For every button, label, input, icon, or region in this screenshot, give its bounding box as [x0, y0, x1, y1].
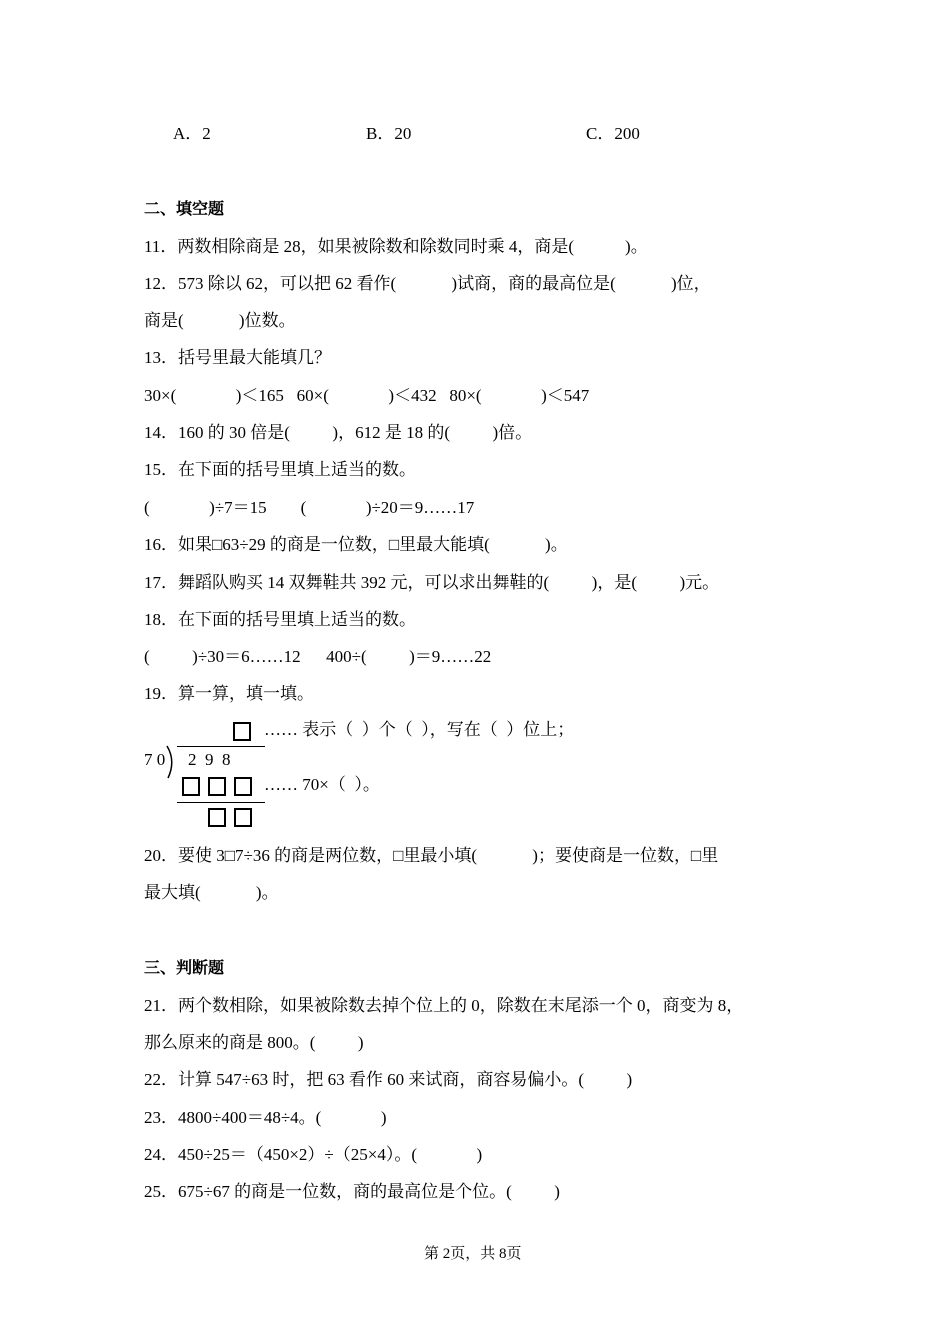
question-19: 19．算一算，填一填。 — [144, 684, 314, 703]
question-16: 16．如果□63÷29 的商是一位数，□里最大能填( )。 — [144, 535, 568, 554]
question-12-line1: 12．573 除以 62，可以把 62 看作( )试商，商的最高位是( )位， — [144, 274, 711, 293]
subtraction-line — [177, 802, 265, 803]
product-box-1 — [182, 777, 200, 796]
question-25: 25．675÷67 的商是一位数，商的最高位是个位。( ) — [144, 1182, 560, 1201]
question-15-expressions: ( )÷7＝15 ( )÷20＝9……17 — [144, 498, 475, 517]
division-bracket — [166, 745, 180, 779]
question-20-line2: 最大填( )。 — [144, 883, 279, 902]
question-12-line2: 商是( )位数。 — [144, 311, 296, 330]
question-22: 22．计算 547÷63 时，把 63 看作 60 来试商，商容易偏小。( ) — [144, 1070, 633, 1089]
section-title-true-false: 三、判断题 — [144, 958, 225, 977]
dividend: 2 9 8 — [188, 750, 231, 769]
page-footer: 第 2页，共 8页 — [424, 1246, 522, 1262]
divisor: 7 0 — [144, 750, 166, 769]
question-15: 15．在下面的括号里填上适当的数。 — [144, 460, 416, 479]
question-17: 17．舞蹈队购买 14 双舞鞋共 392 元，可以求出舞鞋的( )，是( )元。 — [144, 573, 720, 592]
product-box-3 — [234, 777, 252, 796]
option-a: A．2 — [173, 124, 211, 143]
option-c: C．200 — [586, 124, 640, 143]
question-11: 11．两数相除商是 28，如果被除数和除数同时乘 4，商是( )。 — [144, 237, 648, 256]
option-b: B．20 — [366, 124, 412, 143]
note-product: …… 70×（ ）。 — [264, 775, 380, 794]
question-23: 23．4800÷400＝48÷4。( ) — [144, 1108, 387, 1127]
quotient-box — [233, 722, 251, 741]
question-18-expressions: ( )÷30＝6……12 400÷( )＝9……22 — [144, 647, 492, 666]
question-24: 24．450÷25＝（450×2）÷（25×4）。( ) — [144, 1145, 483, 1164]
remainder-box-2 — [234, 808, 252, 827]
remainder-box-1 — [208, 808, 226, 827]
product-box-2 — [208, 777, 226, 796]
question-13: 13．括号里最大能填几？ — [144, 348, 331, 367]
division-bar — [177, 746, 265, 747]
section-title-fill-blank: 二、填空题 — [144, 199, 225, 218]
question-14: 14．160 的 30 倍是( )，612 是 18 的( )倍。 — [144, 423, 533, 442]
question-18: 18．在下面的括号里填上适当的数。 — [144, 610, 416, 629]
question-21-line2: 那么原来的商是 800。( ) — [144, 1033, 364, 1052]
question-13-expressions: 30×( )＜165 60×( )＜432 80×( )＜547 — [144, 386, 590, 405]
note-quotient: …… 表示（ ）个（ ），写在（ ）位上； — [264, 720, 575, 739]
question-20-line1: 20．要使 3□7÷36 的商是两位数，□里最小填( )；要使商是一位数，□里 — [144, 846, 719, 865]
question-21-line1: 21．两个数相除，如果被除数去掉个位上的 0，除数在末尾添一个 0，商变为 8， — [144, 996, 744, 1015]
